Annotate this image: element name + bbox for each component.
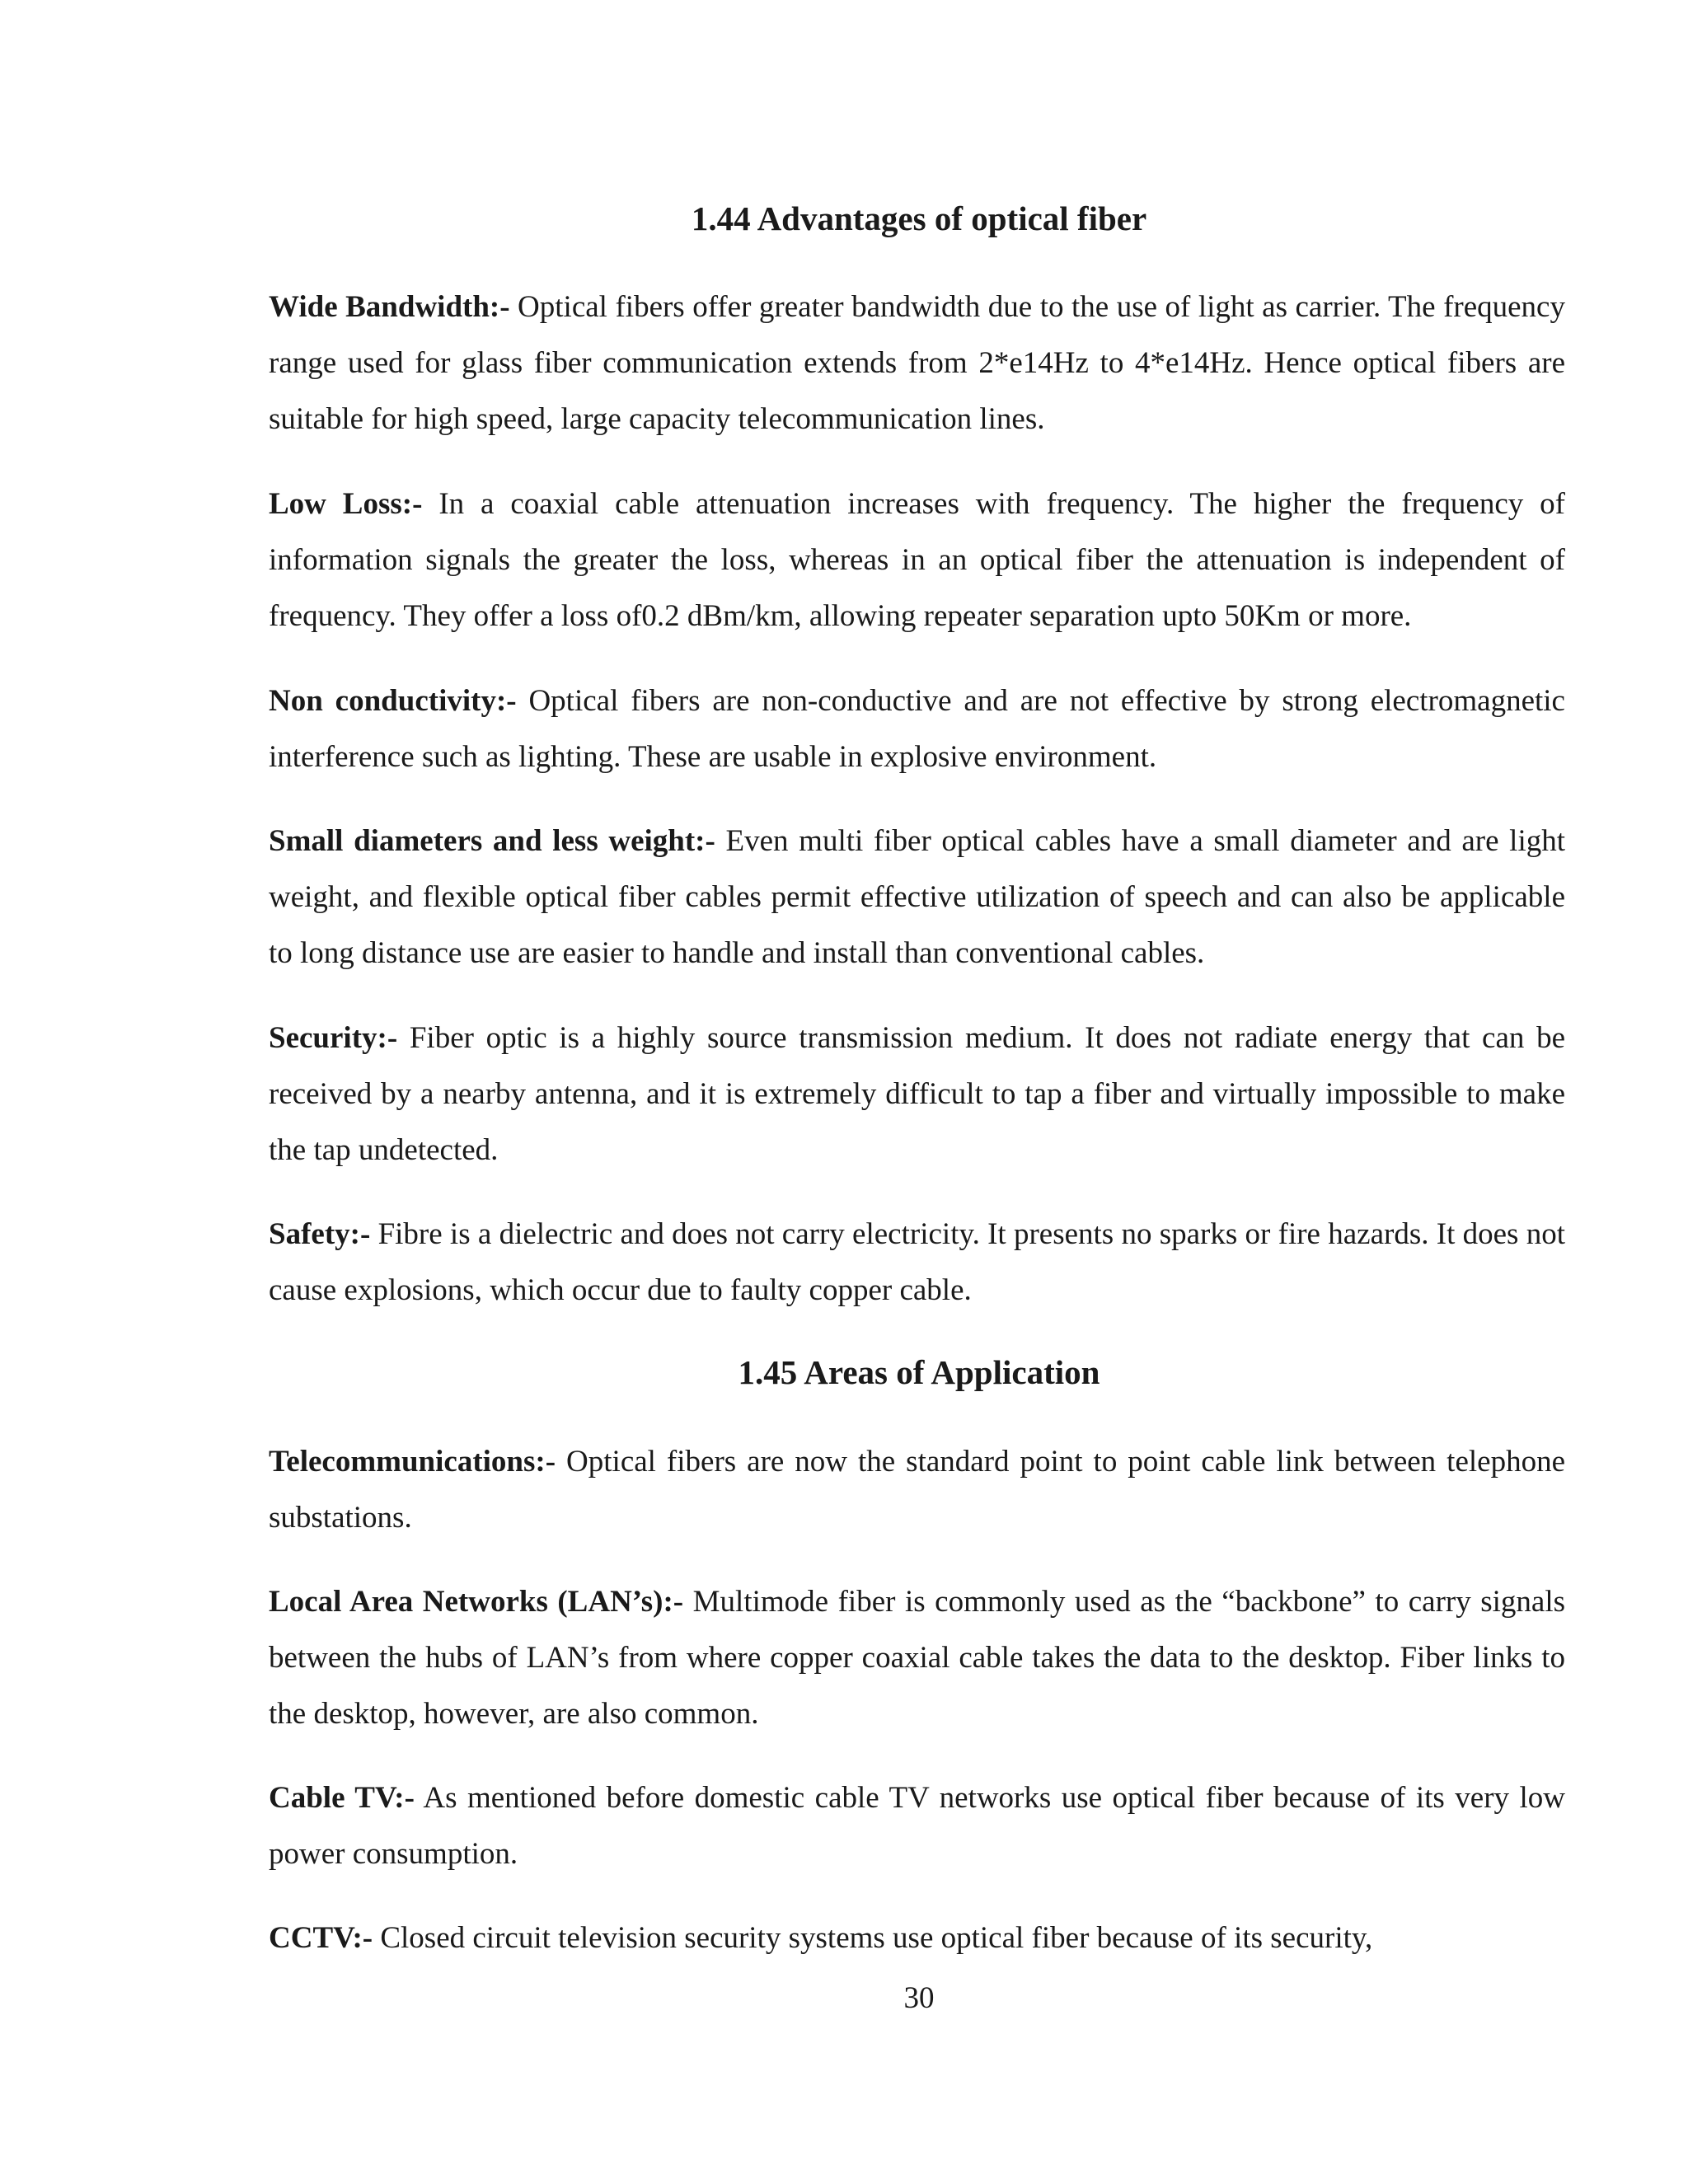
text-lan: Multimode fiber is commonly used as the “backbone” to carry signals between the hubs of LAN’s from where copper coaxial cable takes the data to the desktop. Fiber links to the desktop, however, are also common. [269,1585,1566,1731]
paragraph-low-loss [269,476,1565,644]
text-cctv: Closed circuit television security systems use optical fiber because of its security, [373,1921,1373,1955]
text-safety: Fibre is a dielectric and does not carry electricity. It presents no sparks or fire hazards. It does not cause explosions, which occur due to faulty copper cable. [269,1217,1565,1307]
paragraph-safety [269,1207,1565,1319]
paragraph-cable-tv [269,1770,1565,1882]
section-heading-applications: 1.45 Areas of Application [738,1353,1100,1391]
page-number: 30 [903,1981,935,2015]
term-security: Security:- [269,1021,398,1055]
paragraph-wide-bandwidth [269,279,1565,448]
paragraph-security [269,1010,1565,1179]
text-wide-bandwidth: Optical fibers offer greater bandwidth due to the use of light as carrier. The frequency range used for glass fiber communication extends from 2*e14Hz to 4*e14Hz. Hence optical fibers are suitable for high speed, large capacity telecommunication lines. [269,290,1565,436]
term-cable-tv: Cable TV:- [269,1781,415,1815]
section-heading-advantages: 1.44 Advantages of optical fiber [691,199,1147,237]
term-cctv: CCTV:- [269,1921,373,1955]
term-non-conductivity: Non conductivity:- [269,684,517,718]
term-small-diameters: Small diameters and less weight:- [269,824,715,858]
term-low-loss: Low Loss:- [269,487,423,521]
text-low-loss: In a coaxial cable attenuation increases with frequency. The higher the frequency of information signals the greater the loss, whereas in an optical fiber the attenuation is independent of frequency. They offer a loss of0.2 dBm/km, allowing repeater separation upto 50Km or more. [269,487,1565,633]
paragraph-telecommunications [269,1434,1565,1546]
text-non-conductivity: Optical fibers are non-conductive and are not effective by strong electromagnetic interference such as lighting. These are usable in explosive environment. [269,684,1565,774]
text-security: Fiber optic is a highly source transmission medium. It does not radiate energy that can be received by a nearby antenna, and it is extremely difficult to tap a fiber and virtually impossible to make the tap undetected. [269,1021,1565,1167]
term-wide-bandwidth: Wide Bandwidth:- [269,290,510,324]
paragraph-small-diameters [269,813,1565,982]
paragraph-lan [269,1574,1565,1742]
paragraph-non-conductivity [269,673,1565,785]
term-telecommunications: Telecommunications:- [269,1445,556,1479]
paragraph-cctv [269,1910,1565,1966]
term-safety: Safety:- [269,1217,371,1251]
text-telecommunications: Optical fibers are now the standard point to point cable link between telephone substations. [269,1445,1565,1535]
text-cable-tv: As mentioned before domestic cable TV networks use optical fiber because of its very low power consumption. [269,1781,1565,1871]
term-lan: Local Area Networks (LAN’s):- [269,1585,684,1619]
text-small-diameters: Even multi fiber optical cables have a small diameter and are light weight, and flexible optical fiber cables permit effective utilization of speech and can also be applicable to long distance use are easier to handle and install than conventional cables. [269,824,1566,970]
